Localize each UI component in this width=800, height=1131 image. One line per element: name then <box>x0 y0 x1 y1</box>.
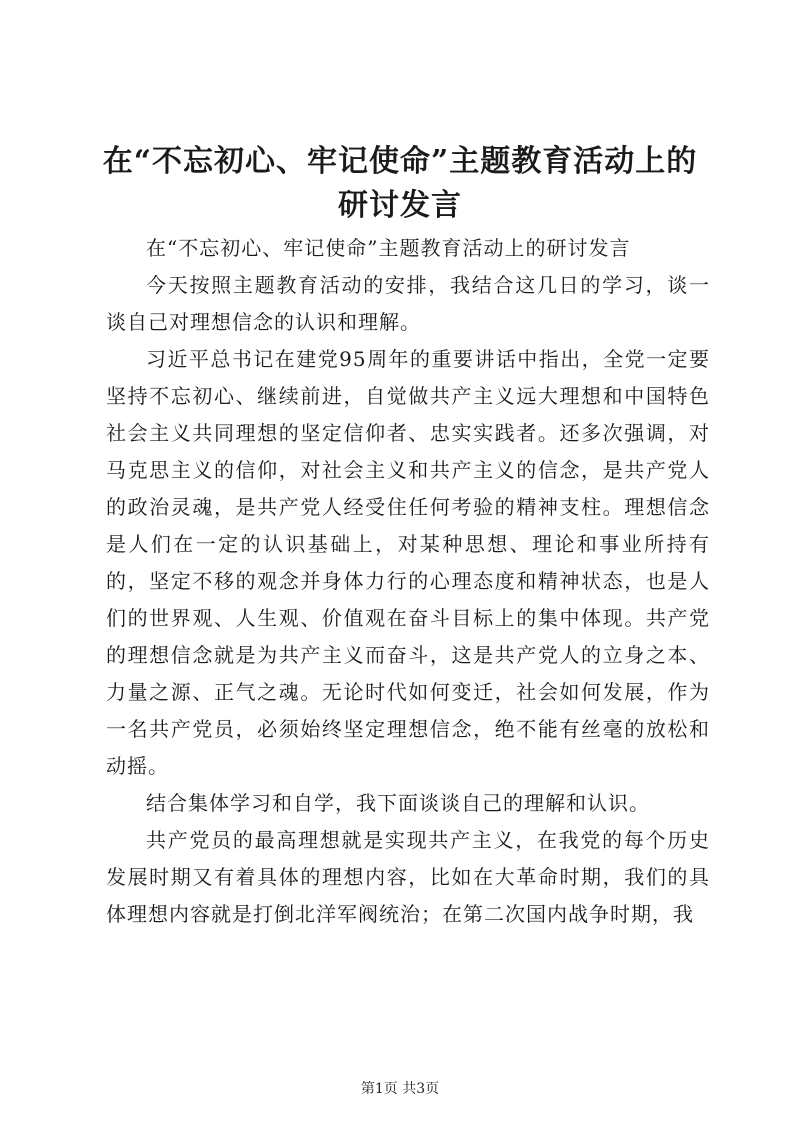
paragraph-study: 结合集体学习和自学，我下面谈谈自己的理解和认识。 <box>146 791 650 815</box>
paragraph-history: 共产党员的最高理想就是实现共产主义，在我党的每个历史发展时期又有着具体的理想内容，比如在大革命时期，我们的具体理想内容就是打倒北洋军阀统治；在第二次国内战争时期，我 <box>106 828 710 926</box>
paragraph-heading-repeat: 在“不忘初心、牢记使命”主题教育活动上的研讨发言 <box>146 236 631 260</box>
page-footer: 第1页 共3页 <box>360 1081 440 1097</box>
document-body <box>106 230 710 933</box>
document-title: 在“不忘初心、牢记使命”主题教育活动上的研讨发言 <box>102 144 698 223</box>
paragraph-ideals: 习近平总书记在建党95周年的重要讲话中指出，全党一定要坚持不忘初心、继续前进，自觉做共产主义远大理想和中国特色社会主义共同理想的坚定信仰者、忠实实践者。还多次强调，对马克思主义的信仰，对社会主义和共产主义的信念，是共产党人的政治灵魂，是共产党人经受住任何考验的精神支柱。理想信念是人们在一定的认识基础上，对某种思想、理论和事业所持有的，坚定不移的观念并身体力行的心理态度和精神状态，也是人们的世界观、人生观、价值观在奋斗目标上的集中体现。共产党的理想信念就是为共产主义而奋斗，这是共产党人的立身之本、力量之源、正气之魂。无论时代如何变迁，社会如何发展，作为一名共产党员，必须始终坚定理想信念，绝不能有丝毫的放松和动摇。 <box>106 347 710 778</box>
paragraph-intro: 今天按照主题教育活动的安排，我结合这几日的学习，谈一谈自己对理想信念的认识和理解。 <box>106 273 710 334</box>
